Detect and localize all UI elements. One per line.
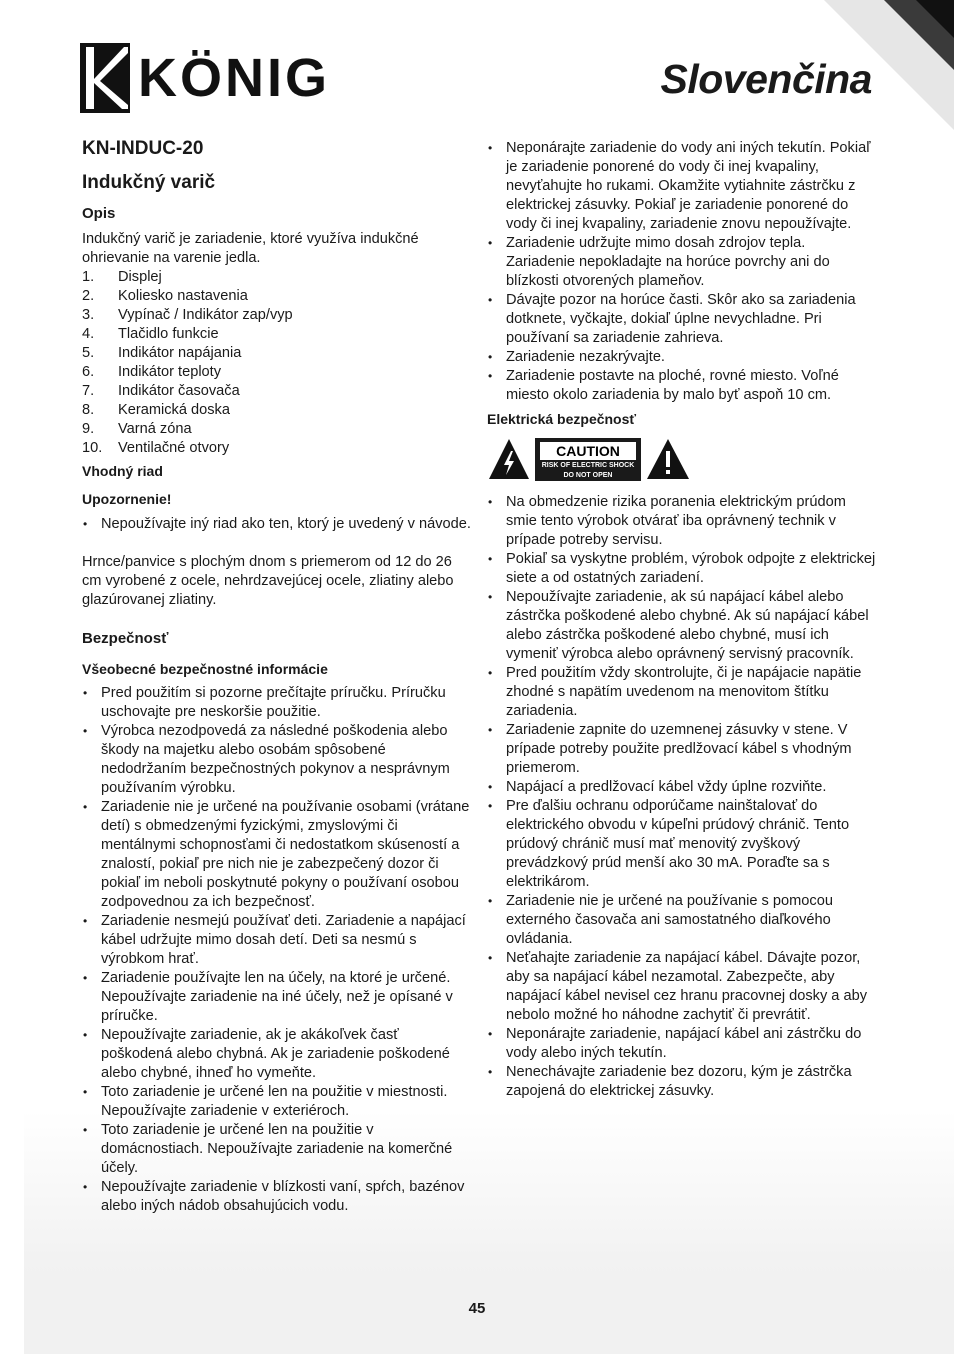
- part-number: 7.: [82, 383, 95, 399]
- general-safety-list: [82, 684, 472, 1216]
- safety-item: • Zariadenie postavte na ploché, rovné miesto. Voľné miesto okolo zariadenia by malo byť aspoň 10 cm.: [487, 367, 877, 405]
- electrical-safety-item: • Pred použitím vždy skontrolujte, či je napájacie napätie zhodné s napätím uvedenom na menovitom štítku zariadenia.: [487, 664, 877, 721]
- description-heading: Opis: [82, 205, 116, 222]
- caution-subtext-1: RISK OF ELECTRIC SHOCK: [541, 461, 635, 469]
- electrical-safety-item: • Pre ďalšiu ochranu odporúčame nainštalovať do elektrického obvodu v kúpeľni prúdový chránič. Tento prúdový chránič musí mať menovitý zvyškový prevádzkový prúd menší ako 30 mA. Poraďte sa s elektrikárom.: [487, 797, 877, 892]
- electrical-safety-heading: Elektrická bezpečnosť: [487, 411, 637, 427]
- parts-list-item: [82, 363, 462, 382]
- general-safety-heading: Všeobecné bezpečnostné informácie: [82, 661, 328, 677]
- safety-item: • Toto zariadenie je určené len na použitie v domácnostiach. Nepoužívajte zariadenie na komerčné účely.: [82, 1121, 472, 1178]
- warning-list: [82, 515, 472, 534]
- parts-list-item: [82, 287, 462, 306]
- safety-heading: Bezpečnosť: [82, 630, 169, 647]
- electric-shock-warning-icon: [487, 437, 531, 481]
- safety-item: • Zariadenie nezakrývajte.: [487, 348, 877, 367]
- safety-item: • Nepoužívajte zariadenie, ak je akákoľvek časť poškodená alebo chybná. Ak je zariadenie poškodené alebo chybné, ihneď ho vymeňte.: [82, 1026, 472, 1083]
- part-label: Varná zóna: [118, 421, 192, 437]
- description-intro: Indukčný varič je zariadenie, ktoré využíva indukčné ohrievanie na varenie jedla.: [82, 231, 419, 266]
- safety-item: • Zariadenie udržujte mimo dosah zdrojov tepla. Zariadenie nepokladajte na horúce povrchy ani do blízkosti otvorených plameňov.: [487, 234, 877, 291]
- electrical-safety-item: • Neťahajte zariadenie za napájací kábel. Dávajte pozor, aby sa napájací kábel nezamotal. Zabezpečte, aby napájací kábel nevisel cez hranu pracovnej dosky a aby nebolo možné ho náhodne zachytiť či prevrátiť.: [487, 949, 877, 1025]
- safety-item: • Výrobca nezodpovedá za následné poškodenia alebo škody na majetku alebo osobám spôsobené nedodržaním bezpečnostných pokynov a nesprávnym používaním výrobku.: [82, 722, 472, 798]
- parts-list-item: [82, 382, 462, 401]
- parts-list-item: [82, 268, 462, 287]
- caution-label: CAUTION: [540, 442, 636, 460]
- part-number: 5.: [82, 345, 95, 361]
- konig-k-icon: [80, 43, 130, 113]
- part-number: 9.: [82, 421, 95, 437]
- electrical-safety-item: • Zariadenie nie je určené na používanie s pomocou externého časovača ani samostatného diaľkového ovládania.: [487, 892, 877, 949]
- caution-label-graphic: [487, 437, 691, 481]
- brand-wordmark: KÖNIG: [138, 48, 331, 108]
- electrical-safety-list: [487, 493, 877, 1101]
- caution-subtext-2: DO NOT OPEN: [563, 471, 613, 479]
- part-number: 3.: [82, 307, 95, 323]
- part-label: Koliesko nastavenia: [118, 288, 248, 304]
- electrical-safety-item: • Napájací a predlžovací kábel vždy úplne rozviňte.: [487, 778, 877, 797]
- electrical-safety-item: • Nenechávajte zariadenie bez dozoru, kým je zástrčka zapojená do elektrickej zásuvky.: [487, 1063, 877, 1101]
- electrical-safety-item: • Zariadenie zapnite do uzemnenej zásuvky v stene. V prípade potreby použite predlžovací kábel s vhodným priemerom.: [487, 721, 877, 778]
- electrical-safety-item: • Na obmedzenie rizika poranenia elektrickým prúdom smie tento výrobok otvárať iba oprávnený technik v prípade potreby servisu.: [487, 493, 877, 550]
- part-number: 6.: [82, 364, 95, 380]
- part-label: Indikátor teploty: [118, 364, 222, 380]
- exclamation-warning-icon: [645, 437, 691, 481]
- part-label: Indikátor časovača: [118, 383, 240, 399]
- part-label: Ventilačné otvory: [118, 440, 230, 456]
- cookware-text: Hrnce/panvice s plochým dnom s priemerom od 12 do 26 cm vyrobené z ocele, nehrdzavejúcej ocele, zliatiny alebo glazúrovanej zliatiny.: [82, 554, 454, 608]
- parts-list-item: [82, 401, 462, 420]
- general-safety-list-continued: [487, 139, 877, 405]
- part-number: 8.: [82, 402, 95, 418]
- electrical-safety-item: • Nepoužívajte zariadenie, ak sú napájací kábel alebo zástrčka poškodené alebo chybné. Ak sú napájací kábel alebo zástrčka poškodené alebo chybné, musí ich vymeniť výrobca alebo oprávnený servisný pracovník.: [487, 588, 877, 664]
- part-label: Tlačidlo funkcie: [118, 326, 219, 342]
- part-number: 4.: [82, 326, 95, 342]
- safety-item: • Neponárajte zariadenie do vody ani iných tekutín. Pokiaľ je zariadenie ponorené do vody či inej kvapaliny, nevyťahujte ho rukami. Okamžite vytiahnite zástrčku z elektrickej zásuvky. Pokiaľ je zariadenie ponorené do vody či inej kvapaliny, zariadenie znovu nepoužívajte.: [487, 139, 877, 234]
- safety-item: • Toto zariadenie je určené len na použitie v miestnosti. Nepoužívajte zariadenie v exteriéroch.: [82, 1083, 472, 1121]
- part-number: 2.: [82, 288, 95, 304]
- safety-item: • Pred použitím si pozorne prečítajte príručku. Príručku uschovajte pre neskoršie použitie.: [82, 684, 472, 722]
- parts-list-item: [82, 420, 462, 439]
- warning-item: • Nepoužívajte iný riad ako ten, ktorý je uvedený v návode.: [82, 515, 472, 534]
- safety-item: • Zariadenie používajte len na účely, na ktoré je určené. Nepoužívajte zariadenie na iné účely, než je opísané v príručke.: [82, 969, 472, 1026]
- parts-list-item: [82, 439, 462, 458]
- electrical-safety-item: • Neponárajte zariadenie, napájací kábel ani zástrčku do vody alebo iných tekutín.: [487, 1025, 877, 1063]
- model-number: KN-INDUC-20: [82, 138, 204, 159]
- safety-item: • Zariadenie nie je určené na používanie osobami (vrátane detí) s obmedzenými fyzickými, zmyslovými či mentálnymi schopnosťami či nedostatkom skúseností a znalostí, pokiaľ pre nich nie je zabezpečený dozor či pokiaľ im neboli poskytnuté pokyny o používaní osobou zodpovednou za ich bezpečnosť.: [82, 798, 472, 912]
- part-number: 1.: [82, 269, 95, 285]
- brand-logo: [80, 43, 330, 113]
- part-number: 10.: [82, 440, 103, 456]
- parts-list: [82, 268, 462, 458]
- safety-item: • Nepoužívajte zariadenie v blízkosti vaní, spŕch, bazénov alebo iných nádob obsahujúcich vodu.: [82, 1178, 472, 1216]
- part-label: Indikátor napájania: [118, 345, 242, 361]
- caution-box: [535, 438, 641, 481]
- safety-item: • Zariadenie nesmejú používať deti. Zariadenie a napájací kábel udržujte mimo dosah detí. Deti sa nesmú s výrobkom hrať.: [82, 912, 472, 969]
- part-label: Displej: [118, 269, 162, 285]
- part-label: Vypínač / Indikátor zap/vyp: [118, 307, 293, 323]
- language-title: Slovenčina: [660, 56, 872, 102]
- page-number: 45: [468, 1300, 486, 1317]
- cookware-heading: Vhodný riad: [82, 463, 163, 479]
- parts-list-item: [82, 325, 462, 344]
- part-label: Keramická doska: [118, 402, 230, 418]
- product-name: Indukčný varič: [82, 172, 216, 193]
- electrical-safety-item: • Pokiaľ sa vyskytne problém, výrobok odpojte z elektrickej siete a od ostatných zariadení.: [487, 550, 877, 588]
- parts-list-item: [82, 306, 462, 325]
- safety-item: • Dávajte pozor na horúce časti. Skôr ako sa zariadenia dotknete, vyčkajte, dokiaľ úplne nevychladne. Pri používaní sa zariadenie zahrieva.: [487, 291, 877, 348]
- warning-heading: Upozornenie!: [82, 491, 172, 507]
- parts-list-item: [82, 344, 462, 363]
